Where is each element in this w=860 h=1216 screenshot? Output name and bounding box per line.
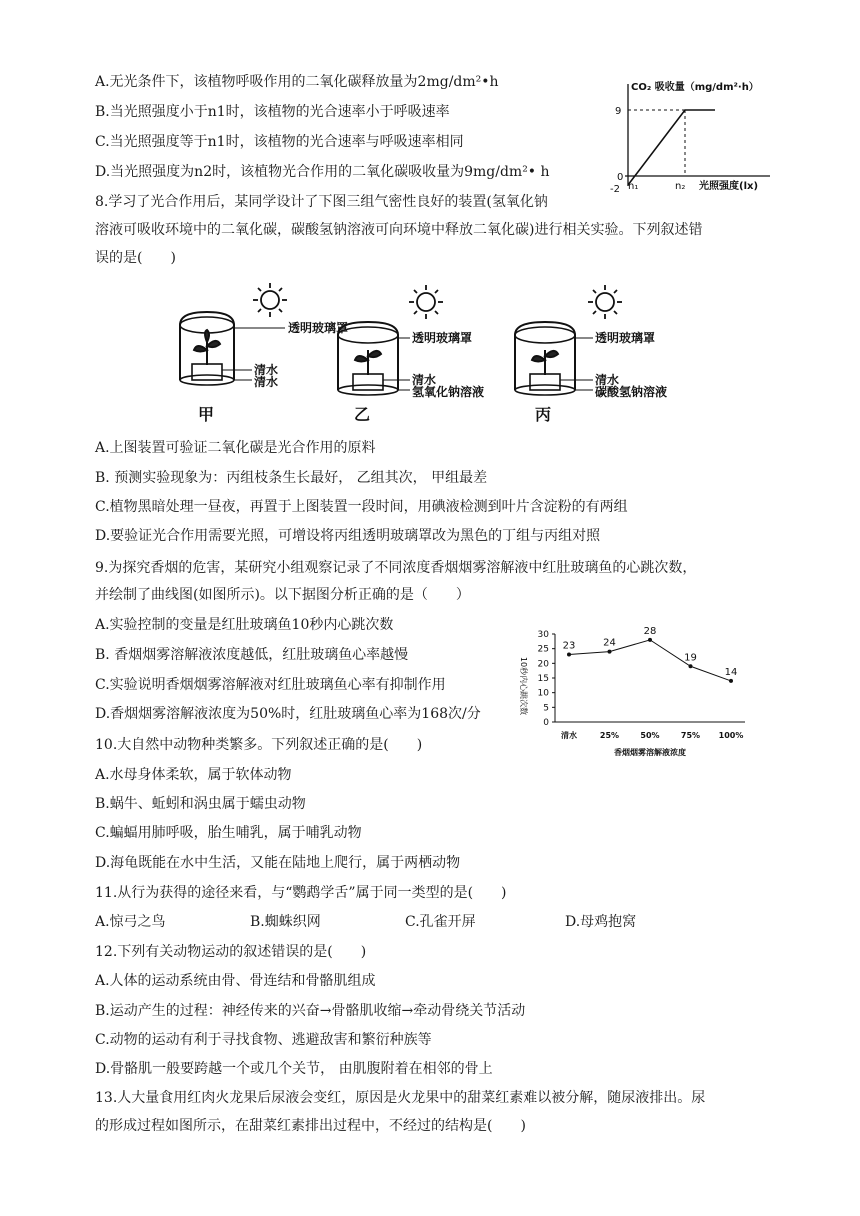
data-label: 28 bbox=[643, 625, 657, 637]
q11-stem: 11.从行为获得的途径来看，与“鹦鹉学舌”属于同一类型的是( ) bbox=[95, 885, 507, 901]
beaker bbox=[192, 364, 222, 380]
q10-option-a: A.水母身体柔软，属于软体动物 bbox=[95, 767, 292, 783]
ytick-label: 0 bbox=[543, 718, 549, 728]
q11-options-row bbox=[95, 912, 636, 932]
q10-option-b: B.蜗牛、蚯蚓和涡虫属于蠕虫动物 bbox=[95, 796, 306, 812]
label-outer-liquid: 清水 bbox=[254, 375, 279, 389]
q10-stem: 10.大自然中动物种类繁多。下列叙述正确的是( ) bbox=[95, 737, 423, 753]
ytick-label: 15 bbox=[537, 674, 549, 684]
group-name-jia: 甲 bbox=[198, 405, 215, 424]
q11-option-b: B.蜘蛛织网 bbox=[250, 914, 321, 930]
q9-stem-line2: 并绘制了曲线图(如图所示)。以下据图分析正确的是（ ） bbox=[95, 587, 470, 603]
data-label: 14 bbox=[724, 666, 738, 678]
label-outer-liquid: 碳酸氢钠溶液 bbox=[595, 385, 668, 399]
sun-icon bbox=[253, 283, 287, 317]
sun-icon bbox=[409, 285, 443, 319]
data-label: 23 bbox=[562, 640, 576, 652]
q10-option-c: C.蝙蝠用肺呼吸，胎生哺乳，属于哺乳动物 bbox=[95, 825, 362, 841]
q10-option-d: D.海龟既能在水中生活，又能在陆地上爬行，属于两栖动物 bbox=[95, 855, 461, 871]
label-inner-water: 清水 bbox=[595, 373, 620, 387]
q12-option-a: A.人体的运动系统由骨、骨连结和骨骼肌组成 bbox=[95, 973, 376, 989]
q8-option-b: B. 预测实验现象为：丙组枝条生长最好， 乙组其次， 甲组最差 bbox=[95, 470, 488, 486]
ytick-label: 5 bbox=[543, 703, 549, 714]
q11-option-a: A.惊弓之鸟 bbox=[95, 914, 166, 930]
label-glass-cover: 透明玻璃罩 bbox=[595, 331, 656, 345]
ytick-label: 25 bbox=[537, 644, 549, 655]
q8-option-a: A.上图装置可验证二氧化碳是光合作用的原料 bbox=[95, 440, 376, 456]
xtick-n1: n₁ bbox=[628, 181, 639, 192]
q9-option-c: C.实验说明香烟烟雾溶解液对红肚玻璃鱼心率有抑制作用 bbox=[95, 677, 446, 693]
ytick-label: 20 bbox=[537, 659, 549, 670]
ytick-0: 0 bbox=[617, 172, 624, 183]
beaker bbox=[353, 374, 383, 390]
q13-stem-line1: 13.人大量食用红肉火龙果后尿液会变红，原因是火龙果中的甜菜红素难以被分解，随尿液排出。尿 bbox=[95, 1090, 706, 1106]
xtick-label: 清水 bbox=[561, 731, 577, 740]
q8-apparatus-figure bbox=[170, 280, 700, 430]
data-point bbox=[729, 679, 733, 683]
q9-stem-line1: 9.为探究香烟的危害，某研究小组观察记录了不同浓度香烟烟雾溶解液中红肚玻璃鱼的心跳次数， bbox=[95, 560, 697, 576]
q8-stem-line1: 8.学习了光合作用后，某同学设计了下图三组气密性良好的装置(氢氧化钠 bbox=[95, 194, 548, 210]
q12-option-c: C.动物的运动有利于寻找食物、逃避敌害和繁衍种族等 bbox=[95, 1032, 432, 1048]
data-point bbox=[567, 653, 571, 657]
q7-option-b: B.当光照强度小于n1时，该植物的光合速率小于呼吸速率 bbox=[95, 104, 450, 120]
ytick-label: 10 bbox=[537, 688, 549, 699]
label-glass-cover: 透明玻璃罩 bbox=[288, 321, 349, 335]
label-inner-water: 清水 bbox=[254, 363, 279, 377]
apparatus-yi bbox=[338, 285, 484, 424]
q7-option-c: C.当光照强度等于n1时，该植物的光合速率与呼吸速率相同 bbox=[95, 134, 464, 150]
q8-option-d: D.要验证光合作用需要光照，可增设将丙组透明玻璃罩改为黑色的丁组与丙组对照 bbox=[95, 528, 601, 544]
apparatus-jia bbox=[180, 283, 348, 424]
xtick-label: 25% bbox=[599, 731, 620, 740]
beaker bbox=[530, 374, 560, 390]
q9-heartbeat-chart bbox=[505, 618, 765, 768]
q8-stem-line3: 误的是( ) bbox=[95, 250, 176, 266]
xtick-label: 50% bbox=[640, 731, 660, 740]
q12-stem: 12.下列有关动物运动的叙述错误的是( ) bbox=[95, 944, 367, 960]
q11-option-d: D.母鸡抱窝 bbox=[565, 914, 637, 930]
q12-option-b: B.运动产生的过程：神经传来的兴奋→骨骼肌收缩→牵动骨绕关节活动 bbox=[95, 1003, 526, 1019]
heartbeat-line bbox=[569, 637, 731, 681]
plant-sprig bbox=[194, 330, 220, 365]
ytick-9: 9 bbox=[615, 106, 622, 117]
data-point bbox=[648, 638, 652, 642]
co2-line bbox=[628, 110, 715, 185]
plant-sprig bbox=[355, 350, 381, 375]
q8-stem-line2: 溶液可吸收环境中的二氧化碳，碳酸氢钠溶液可向环境中释放二氧化碳)进行相关实验。下列叙述错 bbox=[95, 222, 703, 238]
chart-xlabel: 光照强度(lx) bbox=[699, 181, 759, 192]
q13-stem-line2: 的形成过程如图所示，在甜菜红素排出过程中，不经过的结构是( ) bbox=[95, 1118, 526, 1134]
q7-option-a: A.无光条件下，该植物呼吸作用的二氧化碳释放量为2mg/dm²•h bbox=[95, 74, 499, 90]
label-glass-cover: 透明玻璃罩 bbox=[412, 331, 473, 345]
q9-option-d: D.香烟烟雾溶解液浓度为50%时，红肚玻璃鱼心率为168次/分 bbox=[95, 706, 481, 722]
apparatus-bing bbox=[515, 285, 667, 424]
data-point bbox=[689, 664, 693, 668]
q9-option-a: A.实验控制的变量是红肚玻璃鱼10秒内心跳次数 bbox=[95, 617, 394, 633]
q11-option-c: C.孔雀开屏 bbox=[405, 914, 476, 930]
sun-icon bbox=[588, 285, 622, 319]
chart-xlabel: 香烟烟雾溶解液浓度 bbox=[614, 748, 686, 757]
ytick-label: 30 bbox=[537, 630, 549, 640]
chart-ylabel: 10秒内心跳次数 bbox=[519, 656, 528, 716]
chart-ylabel: CO₂ 吸收量（mg/dm²·h） bbox=[631, 82, 759, 93]
group-name-yi: 乙 bbox=[354, 405, 371, 424]
xtick-label: 100% bbox=[718, 731, 744, 740]
data-point bbox=[608, 650, 612, 654]
data-label: 19 bbox=[684, 652, 697, 664]
plant-sprig bbox=[532, 350, 558, 375]
group-name-bing: 丙 bbox=[535, 405, 552, 424]
q8-option-c: C.植物黑暗处理一昼夜，再置于上图装置一段时间，用碘液检测到叶片含淀粉的有两组 bbox=[95, 499, 628, 515]
data-label: 24 bbox=[603, 637, 616, 649]
q7-co2-chart bbox=[605, 76, 805, 196]
xtick-n2: n₂ bbox=[675, 181, 686, 192]
q7-option-d: D.当光照强度为n2时，该植物光合作用的二氧化碳吸收量为9mg/dm²• h bbox=[95, 164, 550, 180]
xtick-label: 75% bbox=[680, 731, 701, 740]
ytick-neg2: -2 bbox=[610, 184, 620, 195]
q12-option-d: D.骨骼肌一般要跨越一个或几个关节， 由肌腹附着在相邻的骨上 bbox=[95, 1061, 493, 1077]
label-outer-liquid: 氢氧化钠溶液 bbox=[412, 385, 485, 399]
label-inner-water: 清水 bbox=[412, 373, 437, 387]
q9-option-b: B. 香烟烟雾溶解液浓度越低，红肚玻璃鱼心率越慢 bbox=[95, 647, 409, 663]
